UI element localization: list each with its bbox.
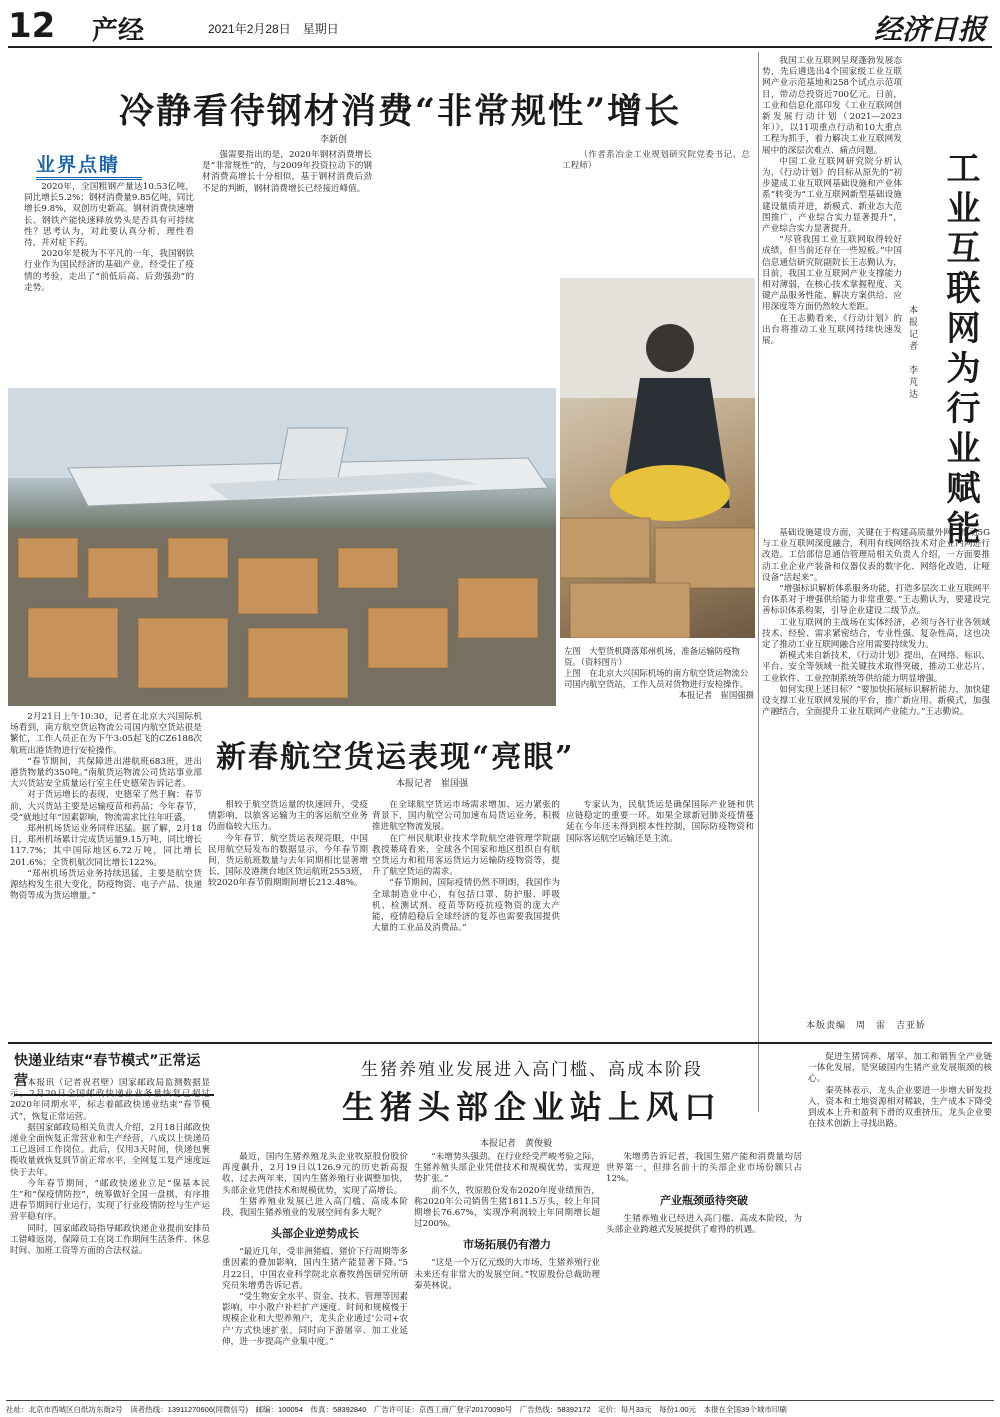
pig-column-3 [606,1152,802,1396]
air-column-1 [10,712,202,1038]
page-editors: 本版责编 周 雷 吉亚娇 [806,1021,927,1031]
photo-credit: 本报记者 崔国强摄 [678,690,754,700]
photo-cargo-worker [560,278,755,638]
pig-paragraph: 前不久，牧原股份发布2020年度业绩预告，称2020年公司销售生猪1811.5万头，较上年同期增长76.67%，实现净利润较上年同期增长超过200%。 [414,1185,600,1230]
industry-paragraph: “尽管我国工业互联网取得较好成绩，但当前还存在一些短板。”中国信息通信研究院副院长王志勤认为，目前，我国工业互联网产业支撑能力相对薄弱，在核心技术掌握程度、关键产品服务性能、解决方案供给、应用深度等方面仍然较大差距。 [762,235,902,313]
industry-paragraph: 我国工业互联网呈现蓬勃发展态势，先后遴选出4个国家级工业互联网产业示范基地和258个试点示范项目，带动总投资近700亿元。日前，工业和信息化部印发《工业互联网创新发展行动计划（2021—2023年）》，以11项重点行动和10大重点工程为抓手，着力解决工业互联网发展中的深层次难点、痛点问题。 [762,56,902,156]
express-headline: 快递业结束“春节模式”正常运营 [14,1050,214,1096]
industry-paragraph: 中国工业互联网研究院分析认为，《行动计划》的目标从原先的“初步建成工业互联网基础设施和产业体系”转变为“工业互联网新型基础设施建设量质并进，新模式、新业态大范围推广，产业综合实力显著提升”，产业综合实力显著提升。 [762,156,902,235]
page-footer: 社址：北京市西城区白纸坊东街2号 读者热线：13911270606(同微信号) 邮编：100054 传真：58392840 广告许可证：京西工商广登字20170090号 广告热线：58392172 定价：每月33元 每份1.00元 本报在全国39个城市印刷 [6,1400,994,1415]
express-paragraph: 本报讯（记者祝君壁）国家邮政局监测数据显示，2月20日全国邮政快递业业务量恢复已超过2020年同期水平，标志着邮政快递业结束“春节模式”，恢复正常运营。 [10,1078,210,1122]
pig-paragraph: “这是一个万亿元级的大市场，生猪养殖行业未来还有非常大的发展空间。”牧原股份总裁助理秦英林说。 [414,1258,600,1291]
steel-column-1 [24,182,194,377]
pig-paragraph: 生猪养殖业已经进入高门槛、高成本阶段，为头部企业跨越式发展提供了难得的机遇。 [606,1213,802,1235]
newspaper-logo: 经济日报 [873,13,986,46]
air-paragraph: 郑州机场货运业务同样迅猛。据了解，2月18日，郑州机场累计完成货运量9.15万吨，同比增长117.7%；其中国际地区6.72万吨，同比增长201.6%；全货机航次同比增长122%。 [10,824,202,868]
industry-byline: 本报记者 李芃达 [907,305,917,401]
pig-paragraph: “未增势头强劲。在行业经受严峻考验之际，生猪养殖头部企业凭借技术和规模优势，实现逆势扩张。” [414,1152,600,1185]
express-paragraph: 同时，国家邮政局指导邮政快递企业提前安排员工错峰返岗，保障员工在岗工作期间生活条件、休息时间、加班工资等方面的合法权益。 [10,1223,210,1257]
pig-subhead-3: 产业瓶颈亟待突破 [660,1193,748,1207]
industry-paragraph: 新模式来自新技术，《行动计划》提出，在网络、标识、平台、安全等领域一批关键技术取得突破，推动工业芯片、工业软件、工业控制系统等供给能力明显增强。 [762,651,990,684]
air-paragraph: 相较于航空货运量的快速回升，受疫情影响，以旅客运输为主的客运航空业务仍面临较大压力。 [208,800,368,833]
air-column-2 [208,800,368,1038]
pig-kicker: 生猪养殖业发展进入高门槛、高成本阶段 [361,1060,703,1080]
publication-date: 2021年2月28日 星期日 [208,22,339,36]
steel-end-note: （作者系冶金工业规划研究院党委书记、总工程师） [562,150,750,172]
air-byline: 本报记者 崔国强 [396,779,469,789]
industry-paragraph: “增强标识解析体系服务功能，打造多层次工业互联网平台体系对于增强供给能力非常重要。”王志勤认为，要建设完善标识体系构架，引导企业建设二级节点。 [762,584,990,617]
industry-column-top [762,56,902,526]
photo-cargo-plane [8,388,556,706]
air-paragraph: “春节期间，共保障进出港航班683班，进出港货物量约350吨。”南航货运物流公司货站事业部大兴货站安全质量运行室主任史德荣告诉记者。 [10,756,202,790]
cargo-plane-illustration [8,388,556,706]
caption-right: 上图 在北京大兴国际机场的南方航空货运物流公司国内航空货站，工作人员对货物进行安检操作。 [564,668,749,689]
pig-column-1 [222,1152,408,1396]
air-paragraph: 在全球航空货运市场需求增加、运力紧张的背景下，国内航空公司加速布局货运业务，积极推进航空物流发展。 [372,800,560,833]
pig-paragraph: “受生物安全水平、资金、技术、管理等因素影响，中小散户补栏扩产速度、时间和规模慢于规模企业和大型养殖户，龙头企业通过‘公司+农户’方式快速扩张，同时向下游屠宰、加工业延伸，进一步提高产业集中度。” [222,1292,408,1347]
cargo-worker-illustration [560,278,755,638]
express-paragraph: 今年春节期间，“邮政快递业立足“保基本民生”和“保疫情防控”，统筹做好全国一盘棋，有序推进春节期间行业运行，实现了行业疫情防控与生产运营平稳有序。 [10,1178,210,1223]
section-name: 产经 [92,16,145,46]
pig-paragraph: “最近几年，受非洲猪瘟、猪价下行周期等多重因素的叠加影响，国内生猪产能显著下降。”5月22日，中国农业科学院北京畜牧兽医研究所研究员朱增勇告诉记者。 [222,1247,408,1291]
masthead [8,6,992,48]
air-paragraph: 今年春节，航空货运表现亮眼，中国民用航空局发布的数据显示，今年春节期间，货运航班数量与去年同期相比显著增长，国际及港澳台地区货运航班2553班，较2020年春节假期期间增长212.48%。 [208,833,368,889]
air-paragraph: 专家认为，民航货运是确保国际产业链和供应链稳定的重要一环。如果全球新冠肺炎疫情蔓延在今年还未得到根本性控制，国际防疫物资和国际客运航空运输还是主流。 [566,800,754,844]
air-paragraph: “郑州机场货运业务持续迅猛，主要是航空货源结构发生很大变化，防疫物资、电子产品、快递物资等成为货运增量。” [10,868,202,902]
air-paragraph: “春节期间，国际疫情仍然不明朗，我国作为全球制造业中心，有包括口罩、防护服、呼吸机、检测试剂、疫苗等防疫抗疫物资的庞大产能，疫情趋稳后全球经济的复苏也需要我国提供大量的工业品及消费品。” [372,878,560,934]
pig-subhead-2: 市场拓展仍有潜力 [463,1238,551,1252]
industry-paragraph: 基础设施建设方面，关键在于构建高质量外网，推动5G与工业互联网深度融合，利用有线网络技术对企业内网进行改造。工信部信息通信管理局相关负责人介绍，一方面要推动工业企业产装备和仪器仪表的数字化、网络化改造，让哑设备“活起来”。 [762,528,990,583]
pig-column-4 [808,1052,992,1396]
pig-paragraph: 秦英林表示，龙头企业要进一步增大研发投入，资本和土地资源相对稀缺，生产成本下降受到成本上升和盈利下滑的双重挤压，龙头企业要在技术创新上寻找出路。 [808,1085,992,1130]
pig-paragraph: 促进生猪饲养、屠宰、加工和销售全产业链一体化发展，是突破国内生猪产业发展瓶颈的核心。 [808,1052,992,1085]
steel-paragraph: 2020年是极为不平凡的一年，我国钢铁行业作为国民经济的基础产业，经受住了疫情的考验，走出了“前低后高、后劲强劲”的走势。 [24,249,194,293]
pig-byline: 本报记者 黄俊毅 [480,1139,553,1149]
industry-headline: 工业互联网为行业赋能 [940,150,980,550]
section-divider [8,1042,992,1044]
air-headline: 新春航空货运表现“亮眼” [216,740,575,775]
steel-paragraph: 强需要指出的是，2020年钢材消费增长是“非常规性”的，与2009年投资拉动下的钢材消费高增长十分相似，基于钢材消费后劲不足的判断，钢材消费增长已经接近峰值。 [202,150,372,194]
industry-paragraph: 在王志勤看来，《行动计划》的出台将推动工业互联网持续快速发展。 [762,313,902,347]
industry-paragraph: 如何实现上述目标？“要加快拓展标识解析能力，加快建设支撑工业互联网发展的平台，推广新应用、新模式，加强产融结合，全面提升工业互联网产业能力。”王志勤说。 [762,684,990,718]
caption-left: 左图 大型货机降落郑州机场，准备运输防疫物资。（资料图片） [564,646,740,667]
air-paragraph: 2月21日上午10:30，记者在北京大兴国际机场看到，南方航空货运物流公司国内航空货站很是繁忙，工作人员正在为下午3:05起飞的CZ6188次航班出港货物进行安检操作。 [10,712,202,756]
pig-paragraph: 最近，国内生猪养殖龙头企业牧原股份股价再度飙升，2月19日以126.9元的历史新高报收，过去两年来，国内生猪养殖行业调整加快，头部企业凭借技术和规模优势，实现了高增长。 [222,1152,408,1196]
steel-headline: 冷静看待钢材消费“非常规性”增长 [118,91,682,132]
pig-paragraph: 生猪养殖业发展已进入高门槛、高成本阶段，我国生猪养殖业的发展空间有多大呢？ [222,1196,408,1219]
photo-caption [564,646,754,701]
pig-headline: 生猪头部企业站上风口 [341,1088,722,1126]
pig-paragraph: 朱增勇告诉记者，我国生猪产能和消费量均居世界第一，但排名前十的头部企业市场份额只占12%。 [606,1152,802,1185]
air-column-3 [372,800,560,1038]
industry-paragraph: 工业互联网的主战场在实体经济，必须与各行业各领域技术、经验、需求紧密结合，专业性强、复杂性高，这也决定了推动工业互联网融合应用需要持续发力。 [762,617,990,651]
industry-column-bottom [762,528,990,1008]
express-paragraph: 据国家邮政局相关负责人介绍，2月18日邮政快递业全面恢复正常营业和生产经营，八成以上快递员工已返回工作岗位。此后，仅用3天时间，快递包裹揽收量就恢复到节前正常水平，全网复工复产速度远快于去年。 [10,1122,210,1178]
steel-column-2 [202,150,372,377]
column-tag: 业界点睛 [36,150,142,180]
steel-byline: 李新创 [320,135,348,145]
pig-subhead-1: 头部企业逆势成长 [271,1227,359,1241]
air-paragraph: 在广州民航职业技术学院航空港管理学院副教授綦琦看来，全球各个国家和地区组织自有航空货运力和租用客运货运力运输防疫物资等，提升了航空货运的需求。 [372,833,560,878]
air-column-4 [566,800,754,1038]
air-paragraph: 对于货运增长的表现，史德荣了然于胸：春节前，大兴货站主要是运输疫苗和药品；今年春节，受“就地过年”因素影响，物流需求比往年旺盛。 [10,790,202,823]
pig-column-2 [414,1152,600,1396]
express-column [10,1078,210,1394]
page-number: 12 [8,6,56,46]
steel-paragraph: 2020年，全国粗钢产量达10.53亿吨，同比增长5.2%；钢材消费量9.85亿吨，同比增长9.8%，双创历史新高。钢材消费快速增长、钢铁产能快速释放势头是否具有可持续性？思考认为，对此要认真分析，理性看待，并对症下药。 [24,182,194,249]
